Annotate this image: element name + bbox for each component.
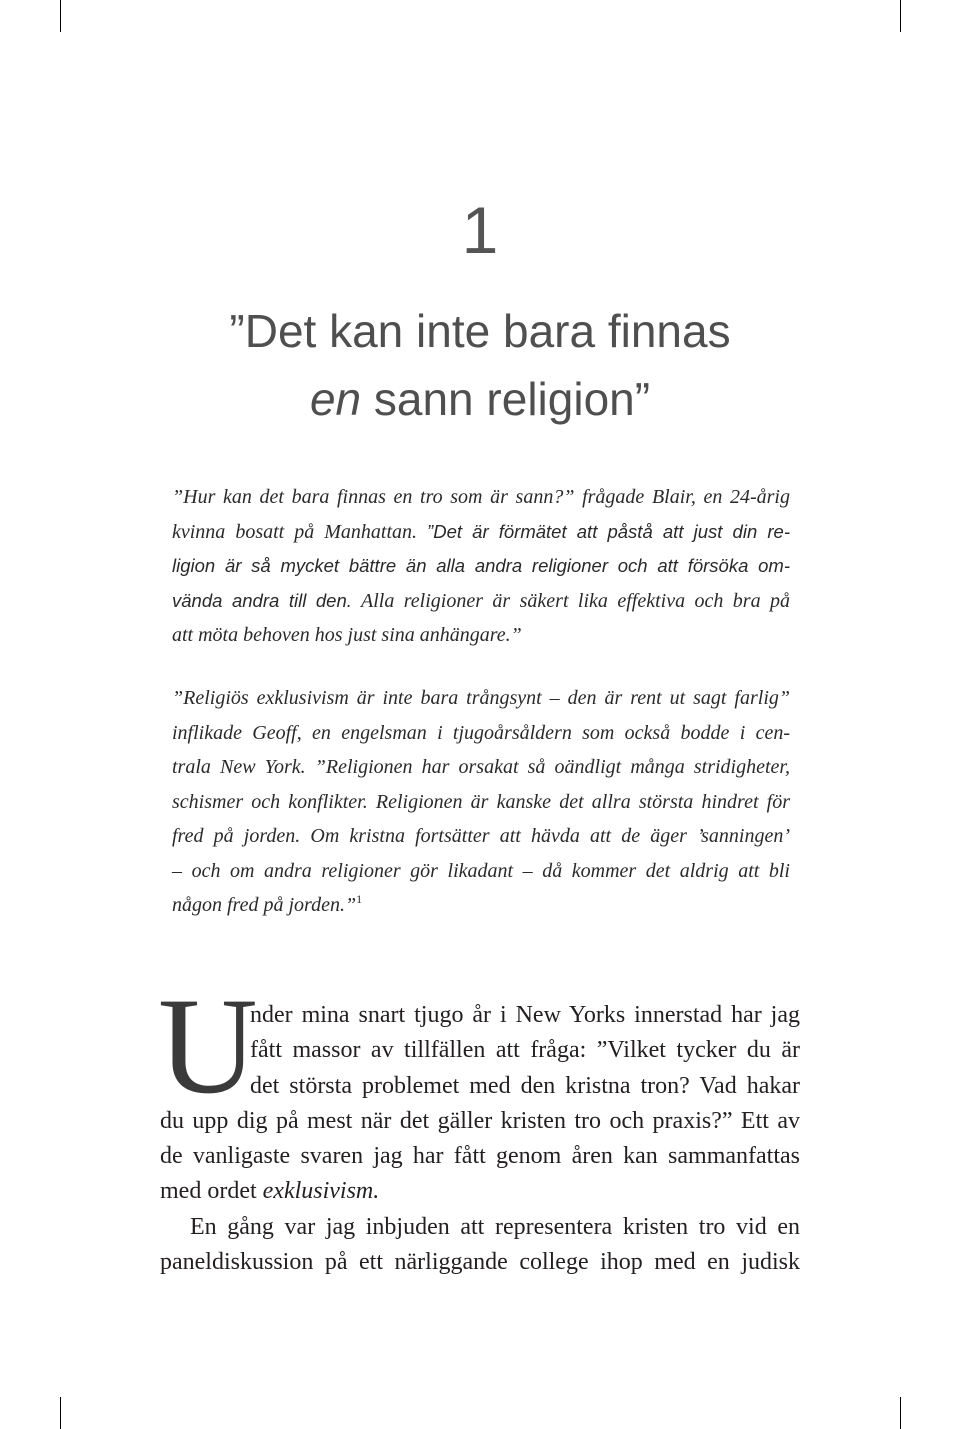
epigraph-paragraph-2 — [172, 681, 790, 923]
crop-mark-top-right — [900, 0, 901, 32]
chapter-number: 1 — [461, 193, 499, 267]
epigraph-quote-text: ligion är så mycket bättre än alla andra religioner och att försöka om- — [172, 555, 790, 576]
epigraph-text: Alla religioner är säkert lika effektiva och bra på — [360, 589, 791, 612]
body-line — [160, 1174, 800, 1209]
epigraph-line: inflikade Geoff, en engelsman i tjugoårsåldern som också bodde i cen- — [172, 721, 790, 744]
chapter-title-emphasis: en — [309, 373, 362, 425]
crop-mark-bottom-left — [60, 1397, 61, 1429]
body-text-roman: med ordet — [160, 1178, 257, 1205]
crop-mark-top-left — [60, 0, 61, 32]
epigraph-line: fred på jorden. Om kristna fortsätter att hävda att de äger ’sanningen’ — [172, 825, 790, 847]
chapter-title — [0, 297, 960, 433]
body-line: nder mina snart tjugo år i New Yorks innerstad har jag — [250, 1002, 800, 1028]
body-line: fått massor av tillfällen att fråga: ”Vilket tycker du är — [250, 1037, 800, 1064]
body-line: paneldiskussion på ett närliggande college ihop med en judisk — [160, 1249, 800, 1276]
body-text — [160, 998, 800, 1280]
epigraph-text: att möta behoven hos just sina anhängare.” — [172, 624, 522, 646]
crop-mark-bottom-right — [900, 1397, 901, 1429]
epigraph-line: – och om andra religioner gör likadant – då kommer det aldrig att bli — [172, 859, 790, 882]
epigraph-line — [172, 480, 790, 515]
body-line: de vanligaste svaren jag har fått genom åren kan sammanfattas — [160, 1143, 800, 1170]
epigraph-line: ”Religiös exklusivism är inte bara trångsynt – den är rent ut sagt farlig” — [172, 687, 790, 709]
epigraph-quote-text: vända andra till den. — [172, 589, 352, 611]
epigraph-line: trala New York. ”Religionen har orsakat så oändligt många stridigheter, — [172, 756, 790, 778]
chapter-title-line-2 — [0, 365, 960, 433]
epigraph-line: schismer och konflikter. Religionen är kanske det allra största hindret för — [172, 790, 790, 813]
epigraph-text: kvinna bosatt på Manhattan. — [172, 520, 418, 543]
body-line: du upp dig på mest när det gäller kristen tro och praxis?” Ett av — [160, 1107, 800, 1134]
epigraph-line — [172, 515, 790, 550]
epigraph-paragraph-1 — [172, 480, 790, 653]
chapter-title-rest: sann religion” — [373, 373, 651, 425]
body-text-emphasis: exklusivism. — [262, 1178, 380, 1205]
epigraph-line — [172, 618, 790, 653]
chapter-title-line-1: ”Det kan inte bara finnas — [229, 305, 731, 357]
epigraph-text: någon fred på jorden.” — [172, 894, 357, 916]
epigraph-quote-text: ”Det är förmätet att påstå att just din re- — [427, 520, 791, 542]
epigraph-line — [172, 584, 790, 619]
epigraph-line — [172, 549, 790, 584]
drop-cap: U — [158, 969, 258, 1122]
body-line: En gång var jag inbjuden att representera kristen tro vid en — [190, 1213, 800, 1240]
body-line: det största problemet med den kristna tron? Vad hakar — [250, 1072, 800, 1099]
epigraph-text: ”Hur kan det bara finnas en tro som är sann?” frågade Blair, en 24-årig — [172, 486, 790, 508]
epigraph-line — [172, 888, 790, 923]
footnote-reference: 1 — [356, 892, 363, 906]
